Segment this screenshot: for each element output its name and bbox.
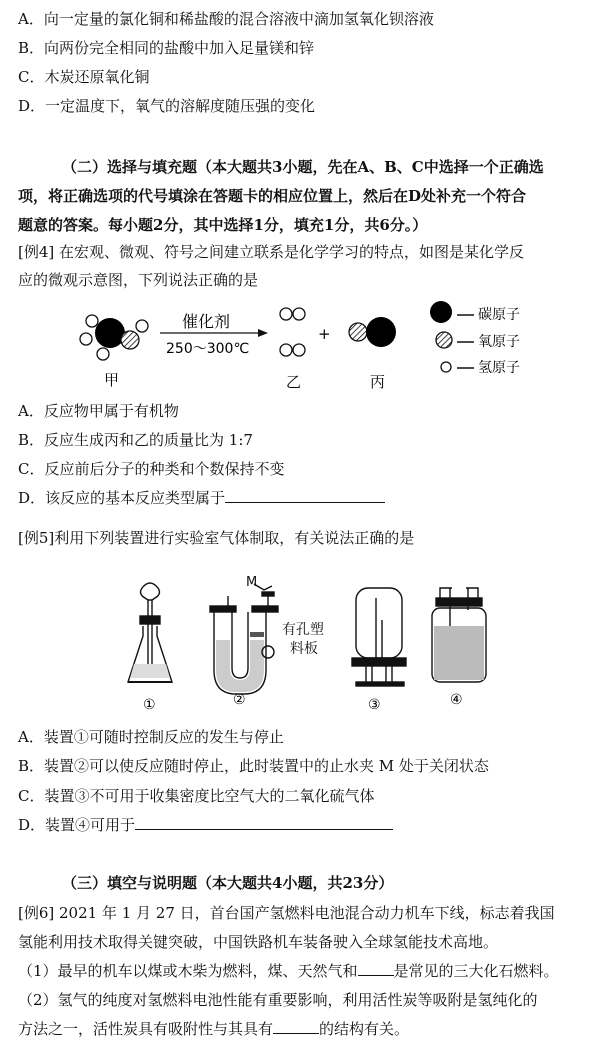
plate-label-line2: 料板 [290,641,318,657]
oxygen-atom-icon [436,332,452,348]
plate-label-line1: 有孔塑 [282,622,324,638]
hydrogen-atom-icon [441,362,451,372]
condition-label: 250～300℃ [166,341,250,357]
example4-option-b: B．反应生成丙和乙的质量比为 1:7 [18,431,253,449]
carbon-atom-icon [430,301,452,323]
answer-blank[interactable] [358,961,394,976]
q3-option-c: C．木炭还原氧化铜 [18,68,150,86]
label-bing: 丙 [370,373,386,391]
legend-carbon: 碳原子 [478,307,520,323]
example5-option-a: A．装置①可随时控制反应的发生与停止 [18,728,284,746]
answer-blank[interactable] [225,488,385,503]
section2-line3: 题意的答案。每小题2分，其中选择1分，填充1分，共6分。） [18,216,428,234]
apparatus-diagram [0,570,613,715]
reactant-molecule-jia [80,315,148,360]
label-apparatus-3: ③ [368,697,381,713]
example4-option-d: D．该反应的基本反应类型属于 [18,488,385,508]
example6-line1: [例6] 2021 年 1 月 27 日，首台国产氢燃料电池混合动力机车下线，标志着我国 [18,904,555,922]
q3-option-a: A．向一定量的氯化铜和稀盐酸的混合溶液中滴加氢氧化钡溶液 [18,10,434,28]
atom-legend [430,301,520,376]
example5-line1: [例5]利用下列装置进行实验室气体制取，有关说法正确的是 [18,529,415,547]
label-yi: 乙 [286,373,302,391]
example5-option-c: C．装置③不可用于收集密度比空气大的二氧化硫气体 [18,787,375,805]
legend-oxygen: 氧原子 [478,334,520,350]
label-apparatus-4: ④ [450,692,463,708]
example4-option-a: A．反应物甲属于有机物 [18,402,179,420]
label-apparatus-2: ② [233,692,246,708]
example4-line2: 应的微观示意图，下列说法正确的是 [18,271,259,289]
apparatus-4 [432,588,486,682]
example6-q1: （1）最早的机车以煤或木柴为燃料，煤、天然气和 是常见的三大化石燃料。 [18,962,559,980]
answer-blank[interactable] [273,1019,319,1034]
example6-line2: 氢能利用技术取得关键突破，中国铁路机车装备驶入全球氢能技术高地。 [18,933,499,951]
example5-option-b: B．装置②可以使反应随时停止，此时装置中的止水夹 M 处于关闭状态 [18,757,489,775]
example4-option-c: C．反应前后分子的种类和个数保持不变 [18,460,285,478]
plus-sign: + [318,325,331,343]
example6-q2-line1: （2）氢气的纯度对氢燃料电池性能有重要影响，利用活性炭等吸附是氢纯化的 [18,991,538,1009]
product-molecules-yi [280,308,305,356]
clamp-label-m: M [246,575,258,590]
legend-hydrogen: 氢原子 [478,360,520,376]
section3-title: （三）填空与说明题（本大题共4小题，共23分） [62,874,394,892]
example4-line1: [例4] 在宏观、微观、符号之间建立联系是化学学习的特点，如图是某化学反 [18,243,525,261]
catalyst-label: 催化剂 [182,312,231,331]
section2-line2: 项，将正确选项的代号填涂在答题卡的相应位置上，然后在D处补充一个符合 [18,187,527,205]
apparatus-2 [210,575,324,694]
q3-option-d: D．一定温度下，氧气的溶解度随压强的变化 [18,97,316,115]
example5-option-d: D．装置④可用于 [18,815,393,835]
apparatus-1 [128,583,172,682]
apparatus-3 [352,588,406,686]
label-jia: 甲 [104,371,120,389]
answer-blank[interactable] [135,815,393,830]
product-molecule-bing [349,317,396,347]
reaction-diagram [0,295,613,395]
q3-option-b: B．向两份完全相同的盐酸中加入足量镁和锌 [18,39,315,57]
section2-line1: （二）选择与填充题（本大题共3小题，先在A、B、C中选择一个正确选 [62,158,544,176]
example6-q2-line2: 方法之一，活性炭具有吸附性与其具有 的结构有关。 [18,1020,410,1038]
label-apparatus-1: ① [143,697,156,713]
